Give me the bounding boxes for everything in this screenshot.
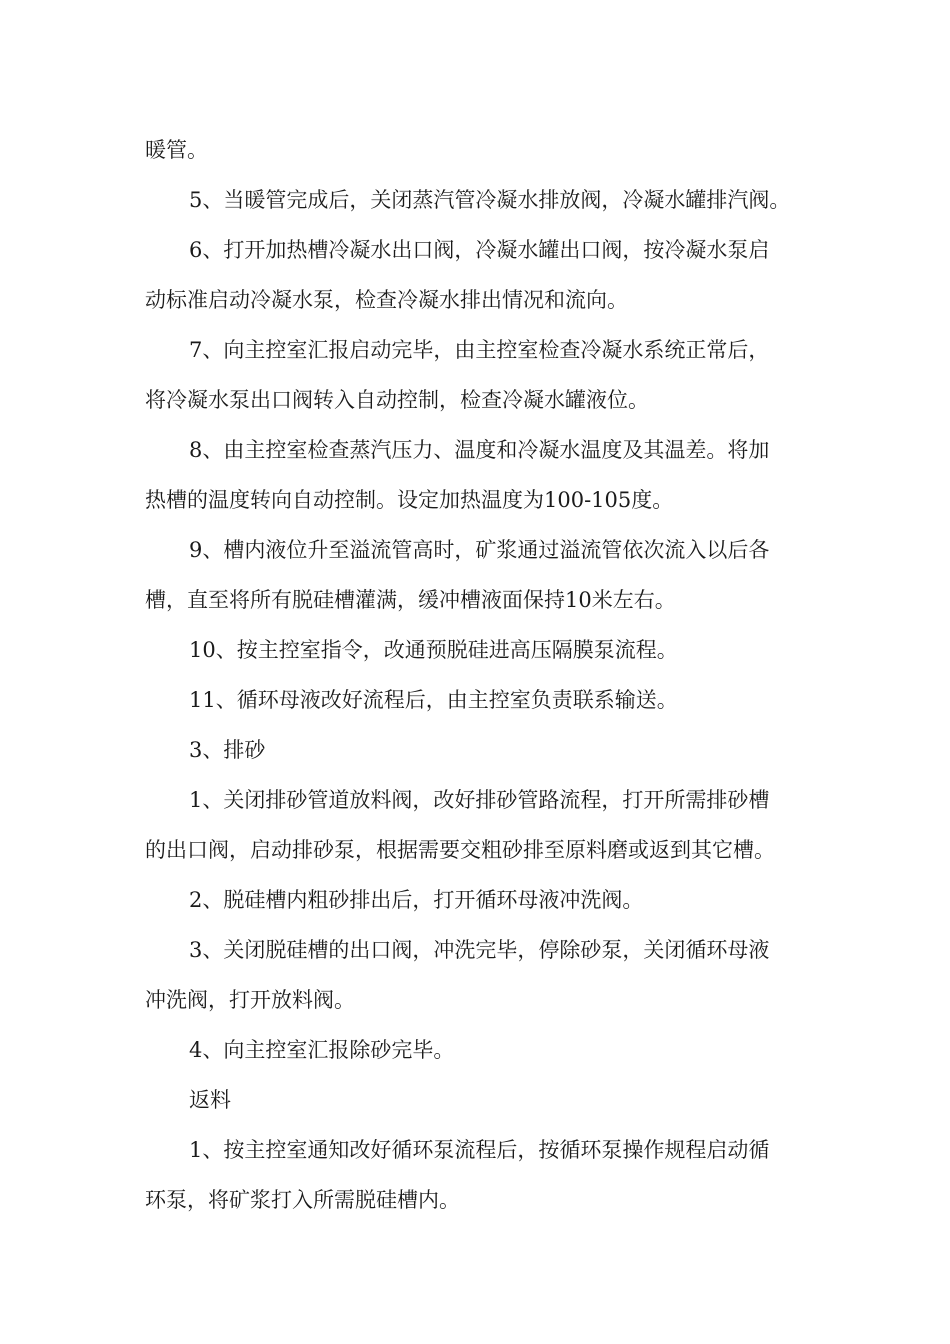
paragraph-step-5: 5、当暖管完成后，关闭蒸汽管冷凝水排放阀，冷凝水罐排汽阀。 bbox=[189, 188, 791, 212]
paragraph-step-8-line-1: 8、由主控室检查蒸汽压力、温度和冷凝水温度及其温差。将加 bbox=[189, 438, 770, 462]
paragraph-step-10: 10、按主控室指令，改通预脱硅进高压隔膜泵流程。 bbox=[189, 638, 678, 662]
paragraph-return-step-1-line-1: 1、按主控室通知改好循环泵流程后，按循环泵操作规程启动循 bbox=[189, 1138, 770, 1162]
paragraph-sand-step-3-line-2: 冲洗阀，打开放料阀。 bbox=[145, 988, 355, 1012]
paragraph-sand-step-3-line-1: 3、关闭脱硅槽的出口阀，冲洗完毕，停除砂泵，关闭循环母液 bbox=[189, 938, 770, 962]
paragraph-step-11: 11、循环母液改好流程后，由主控室负责联系输送。 bbox=[189, 688, 678, 712]
paragraph-return-step-1-line-2: 环泵，将矿浆打入所需脱硅槽内。 bbox=[145, 1188, 460, 1212]
continuation-line: 暖管。 bbox=[145, 138, 208, 162]
paragraph-step-8-line-2: 热槽的温度转向自动控制。设定加热温度为100-105度。 bbox=[145, 488, 674, 512]
paragraph-sand-step-4: 4、向主控室汇报除砂完毕。 bbox=[189, 1038, 455, 1062]
paragraph-step-7-line-2: 将冷凝水泵出口阀转入自动控制，检查冷凝水罐液位。 bbox=[145, 388, 649, 412]
paragraph-step-9-line-2: 槽，直至将所有脱硅槽灌满，缓冲槽液面保持10米左右。 bbox=[145, 588, 676, 612]
section-heading-sand-discharge: 3、排砂 bbox=[189, 738, 266, 762]
paragraph-step-7-line-1: 7、向主控室汇报启动完毕，由主控室检查冷凝水系统正常后， bbox=[189, 338, 770, 362]
paragraph-step-9-line-1: 9、槽内液位升至溢流管高时，矿浆通过溢流管依次流入以后各 bbox=[189, 538, 770, 562]
section-heading-return-material: 返料 bbox=[189, 1088, 231, 1112]
paragraph-step-6-line-2: 动标准启动冷凝水泵，检查冷凝水排出情况和流向。 bbox=[145, 288, 628, 312]
paragraph-sand-step-1-line-1: 1、关闭排砂管道放料阀，改好排砂管路流程，打开所需排砂槽 bbox=[189, 788, 770, 812]
paragraph-sand-step-1-line-2: 的出口阀，启动排砂泵，根据需要交粗砂排至原料磨或返到其它槽。 bbox=[145, 838, 775, 862]
paragraph-sand-step-2: 2、脱硅槽内粗砂排出后，打开循环母液冲洗阀。 bbox=[189, 888, 644, 912]
paragraph-step-6-line-1: 6、打开加热槽冷凝水出口阀，冷凝水罐出口阀，按冷凝水泵启 bbox=[189, 238, 770, 262]
